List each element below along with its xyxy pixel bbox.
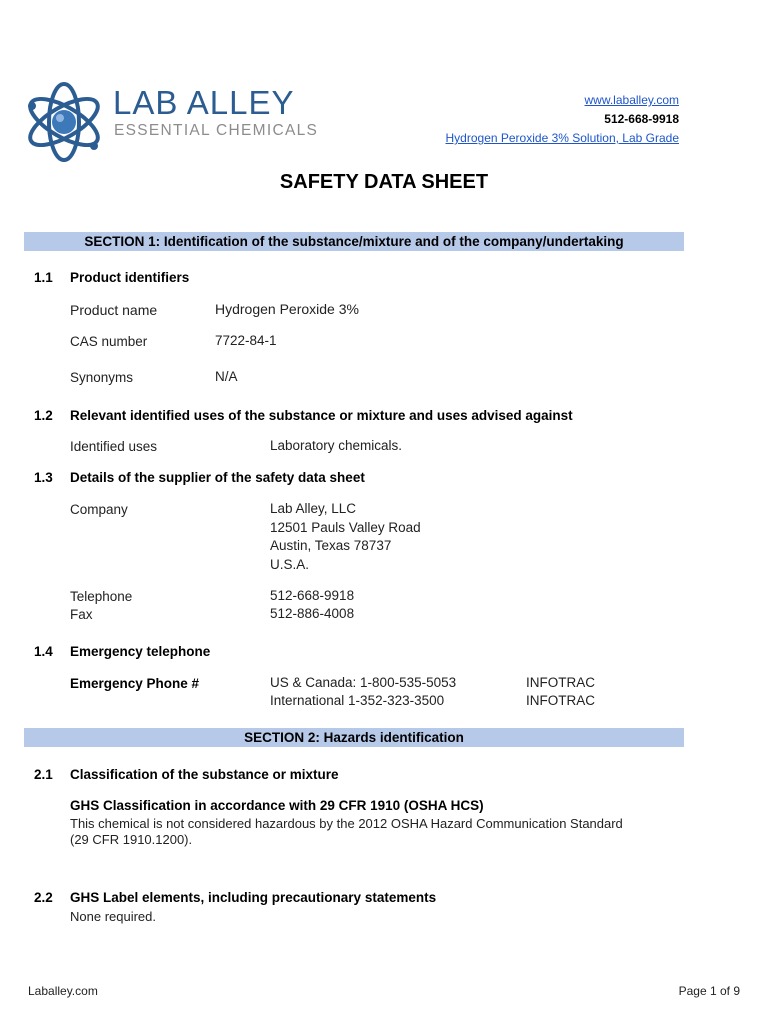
- header-contact: [446, 91, 679, 148]
- cas-label: CAS number: [70, 334, 148, 349]
- company-label: Company: [70, 502, 128, 517]
- subsection-title: Emergency telephone: [70, 644, 211, 659]
- identified-uses-label: Identified uses: [70, 439, 158, 454]
- section-2-heading: SECTION 2: Hazards identification: [24, 728, 684, 747]
- brand-tagline: ESSENTIAL CHEMICALS: [114, 122, 319, 139]
- subsection-number: 1.2: [34, 408, 53, 423]
- emergency-provider-intl: INFOTRAC: [526, 693, 595, 708]
- label-elements-text: None required.: [70, 909, 156, 924]
- fax-label: Fax: [70, 607, 93, 622]
- product-link[interactable]: Hydrogen Peroxide 3% Solution, Lab Grade: [445, 131, 679, 145]
- synonyms-value: N/A: [215, 369, 238, 384]
- subsection-title: Classification of the substance or mixture: [70, 767, 339, 782]
- header-phone: 512-668-9918: [604, 112, 679, 126]
- company-name: Lab Alley, LLC: [270, 501, 357, 516]
- ghs-classification-text: This chemical is not considered hazardous by the 2012 OSHA Hazard Communication Standard (29 CFR 1910.1200).: [70, 816, 623, 847]
- subsection-number: 1.3: [34, 470, 53, 485]
- fax-value: 512-886-4008: [270, 606, 355, 621]
- subsection-title: Relevant identified uses of the substance or mixture and uses advised against: [70, 408, 573, 423]
- page-number: Page 1 of 9: [678, 984, 740, 998]
- subsection-title: Product identifiers: [70, 270, 190, 285]
- identified-uses-value: Laboratory chemicals.: [270, 438, 403, 453]
- telephone-label: Telephone: [70, 589, 133, 604]
- emergency-number-us: US & Canada: 1-800-535-5053: [270, 675, 457, 690]
- brand-name: LAB ALLEY: [113, 84, 295, 121]
- emergency-number-intl: International 1-352-323-3500: [270, 693, 445, 708]
- footer-site: Laballey.com: [28, 984, 98, 998]
- emergency-phone-label: Emergency Phone #: [70, 676, 200, 691]
- subsection-title: GHS Label elements, including precautionary statements: [70, 890, 437, 905]
- section-1-heading: SECTION 1: Identification of the substance/mixture and of the company/undertaking: [24, 232, 684, 251]
- ghs-classification-heading: GHS Classification in accordance with 29 CFR 1910 (OSHA HCS): [70, 798, 484, 813]
- synonyms-label: Synonyms: [70, 370, 134, 385]
- document-title: SAFETY DATA SHEET: [279, 171, 489, 193]
- emergency-provider-us: INFOTRAC: [526, 675, 595, 690]
- product-name-label: Product name: [70, 302, 158, 318]
- subsection-number: 1.1: [34, 270, 53, 285]
- website-link[interactable]: www.laballey.com: [584, 93, 679, 107]
- product-name-value: Hydrogen Peroxide 3%: [215, 301, 359, 317]
- cas-value: 7722-84-1: [215, 333, 277, 348]
- subsection-title: Details of the supplier of the safety data sheet: [70, 470, 365, 485]
- subsection-number: 1.4: [34, 644, 53, 659]
- company-address: [270, 500, 421, 574]
- address-street: 12501 Pauls Valley Road: [270, 519, 421, 535]
- telephone-value: 512-668-9918: [270, 588, 355, 603]
- subsection-number: 2.1: [34, 767, 53, 782]
- atom-icon: [24, 76, 108, 168]
- address-country: U.S.A.: [270, 556, 310, 572]
- subsection-number: 2.2: [34, 890, 53, 905]
- address-city: Austin, Texas 78737: [270, 538, 392, 553]
